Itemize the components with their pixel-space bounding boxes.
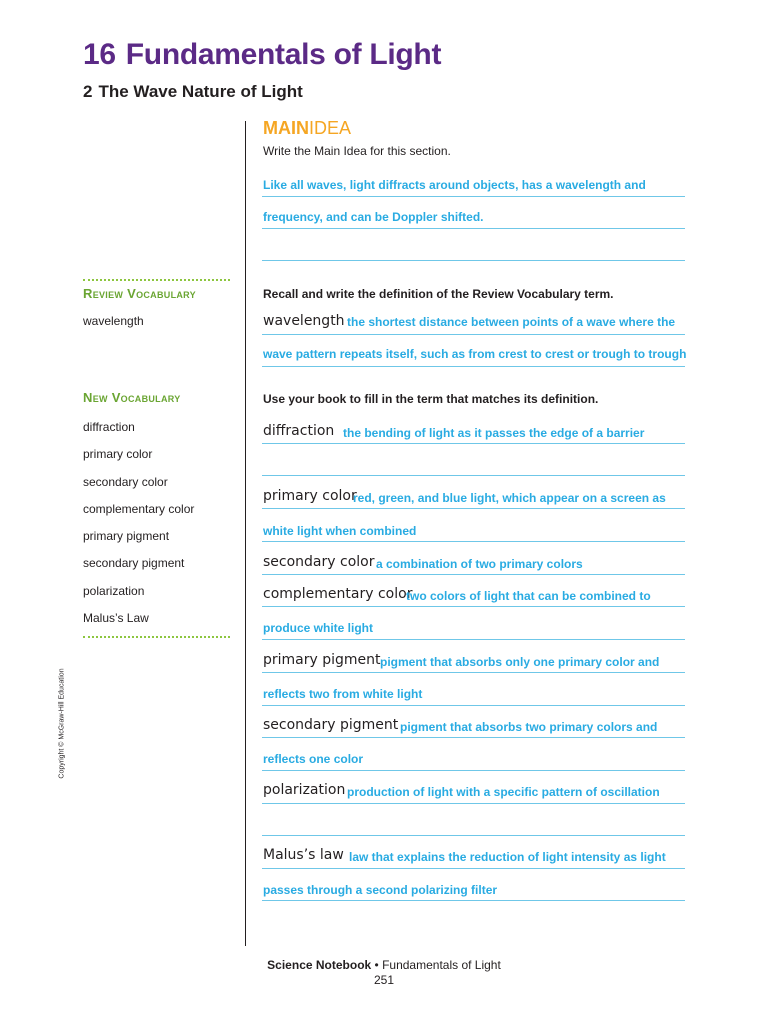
answer-rule <box>262 574 685 575</box>
answer-rule <box>262 196 685 197</box>
chapter-title-text: Fundamentals of Light <box>125 38 442 71</box>
answer-rule <box>262 606 685 607</box>
review-vocabulary-list <box>83 313 144 340</box>
review-vocabulary-instruction: Recall and write the definition of the Review Vocabulary term. <box>263 287 614 301</box>
main-idea-instruction: Write the Main Idea for this section. <box>263 144 451 158</box>
review-entry-term: wavelength <box>263 313 345 329</box>
answer-rule <box>262 868 685 869</box>
main-idea-answer-line: frequency, and can be Doppler shifted. <box>263 210 484 224</box>
vocab-term: complementary color <box>83 501 195 516</box>
answer-rule <box>262 639 685 640</box>
copyright-notice: Copyright © McGraw-Hill Education <box>58 668 66 779</box>
entry-definition: pigment that absorbs two primary colors and <box>400 720 658 734</box>
new-vocabulary-heading: New Vocabulary <box>83 390 181 405</box>
vocab-term: polarization <box>83 583 145 598</box>
sidebar-divider-top <box>83 279 230 281</box>
answer-rule <box>262 366 685 367</box>
main-idea-heading-bold: MAIN <box>263 118 309 138</box>
vocab-term: secondary color <box>83 474 168 489</box>
answer-rule <box>262 508 685 509</box>
entry-definition: pigment that absorbs only one primary color and <box>380 655 660 669</box>
footer-caption <box>0 958 768 972</box>
entry-term-complementary-color: complementary color <box>263 586 413 602</box>
review-entry-definition: the shortest distance between points of a wave where the <box>347 315 676 329</box>
answer-rule <box>262 228 685 229</box>
answer-rule <box>262 737 685 738</box>
answer-rule <box>262 705 685 706</box>
section-title <box>83 82 303 102</box>
entry-term-polarization: polarization <box>263 782 346 798</box>
answer-rule <box>262 835 685 836</box>
entry-definition-cont: white light when combined <box>263 524 417 538</box>
main-idea-heading-light: IDEA <box>309 118 352 138</box>
entry-term-secondary-pigment: secondary pigment <box>263 717 399 733</box>
answer-rule <box>262 541 685 542</box>
footer-separator: • <box>371 958 383 972</box>
review-entry-definition-cont: wave pattern repeats itself, such as from crest to crest or trough to trough <box>263 347 687 361</box>
answer-rule <box>262 260 685 261</box>
entry-definition: a combination of two primary colors <box>376 557 583 571</box>
main-idea-answer-line: Like all waves, light diffracts around objects, has a wavelength and <box>263 178 646 192</box>
new-vocabulary-list <box>83 419 194 637</box>
section-title-text: The Wave Nature of Light <box>98 82 303 101</box>
footer-chapter: Fundamentals of Light <box>382 958 501 972</box>
vocab-term: secondary pigment <box>83 556 185 571</box>
entry-term-primary-color: primary color <box>263 488 357 504</box>
main-idea-heading <box>263 118 351 139</box>
chapter-title <box>83 38 441 72</box>
answer-rule <box>262 334 685 335</box>
entry-term-secondary-color: secondary color <box>263 554 375 570</box>
entry-definition-cont: reflects one color <box>263 752 364 766</box>
entry-term-diffraction: diffraction <box>263 423 335 439</box>
entry-definition: law that explains the reduction of light intensity as light <box>349 850 666 864</box>
chapter-number: 16 <box>83 38 116 71</box>
footer-notebook: Science Notebook <box>267 958 372 972</box>
answer-rule <box>262 770 685 771</box>
entry-definition-cont: passes through a second polarizing filter <box>263 883 498 897</box>
answer-rule <box>262 443 685 444</box>
entry-term-primary-pigment: primary pigment <box>263 652 381 668</box>
answer-rule <box>262 475 685 476</box>
entry-definition-cont: reflects two from white light <box>263 687 423 701</box>
answer-rule <box>262 672 685 673</box>
entry-term-malus-law: Malus’s law <box>263 847 344 863</box>
column-divider <box>245 121 246 946</box>
vocab-term: Malus’s Law <box>83 611 149 626</box>
review-term: wavelength <box>83 314 144 328</box>
entry-definition: the bending of light as it passes the edge of a barrier <box>343 426 645 440</box>
vocab-term: diffraction <box>83 420 135 434</box>
vocab-term: primary pigment <box>83 529 170 544</box>
vocab-term: primary color <box>83 447 153 462</box>
entry-definition: production of light with a specific pattern of oscillation <box>347 785 660 799</box>
entry-definition-cont: produce white light <box>263 621 373 635</box>
sidebar-divider-bottom <box>83 636 230 638</box>
answer-rule <box>262 803 685 804</box>
entry-definition: red, green, and blue light, which appear on a screen as <box>353 491 666 505</box>
section-number: 2 <box>83 82 93 101</box>
new-vocabulary-instruction: Use your book to fill in the term that matches its definition. <box>263 392 599 406</box>
entry-definition: two colors of light that can be combined to <box>406 589 651 603</box>
page-number: 251 <box>373 973 395 987</box>
review-vocabulary-heading: Review Vocabulary <box>83 286 196 301</box>
answer-rule <box>262 900 685 901</box>
